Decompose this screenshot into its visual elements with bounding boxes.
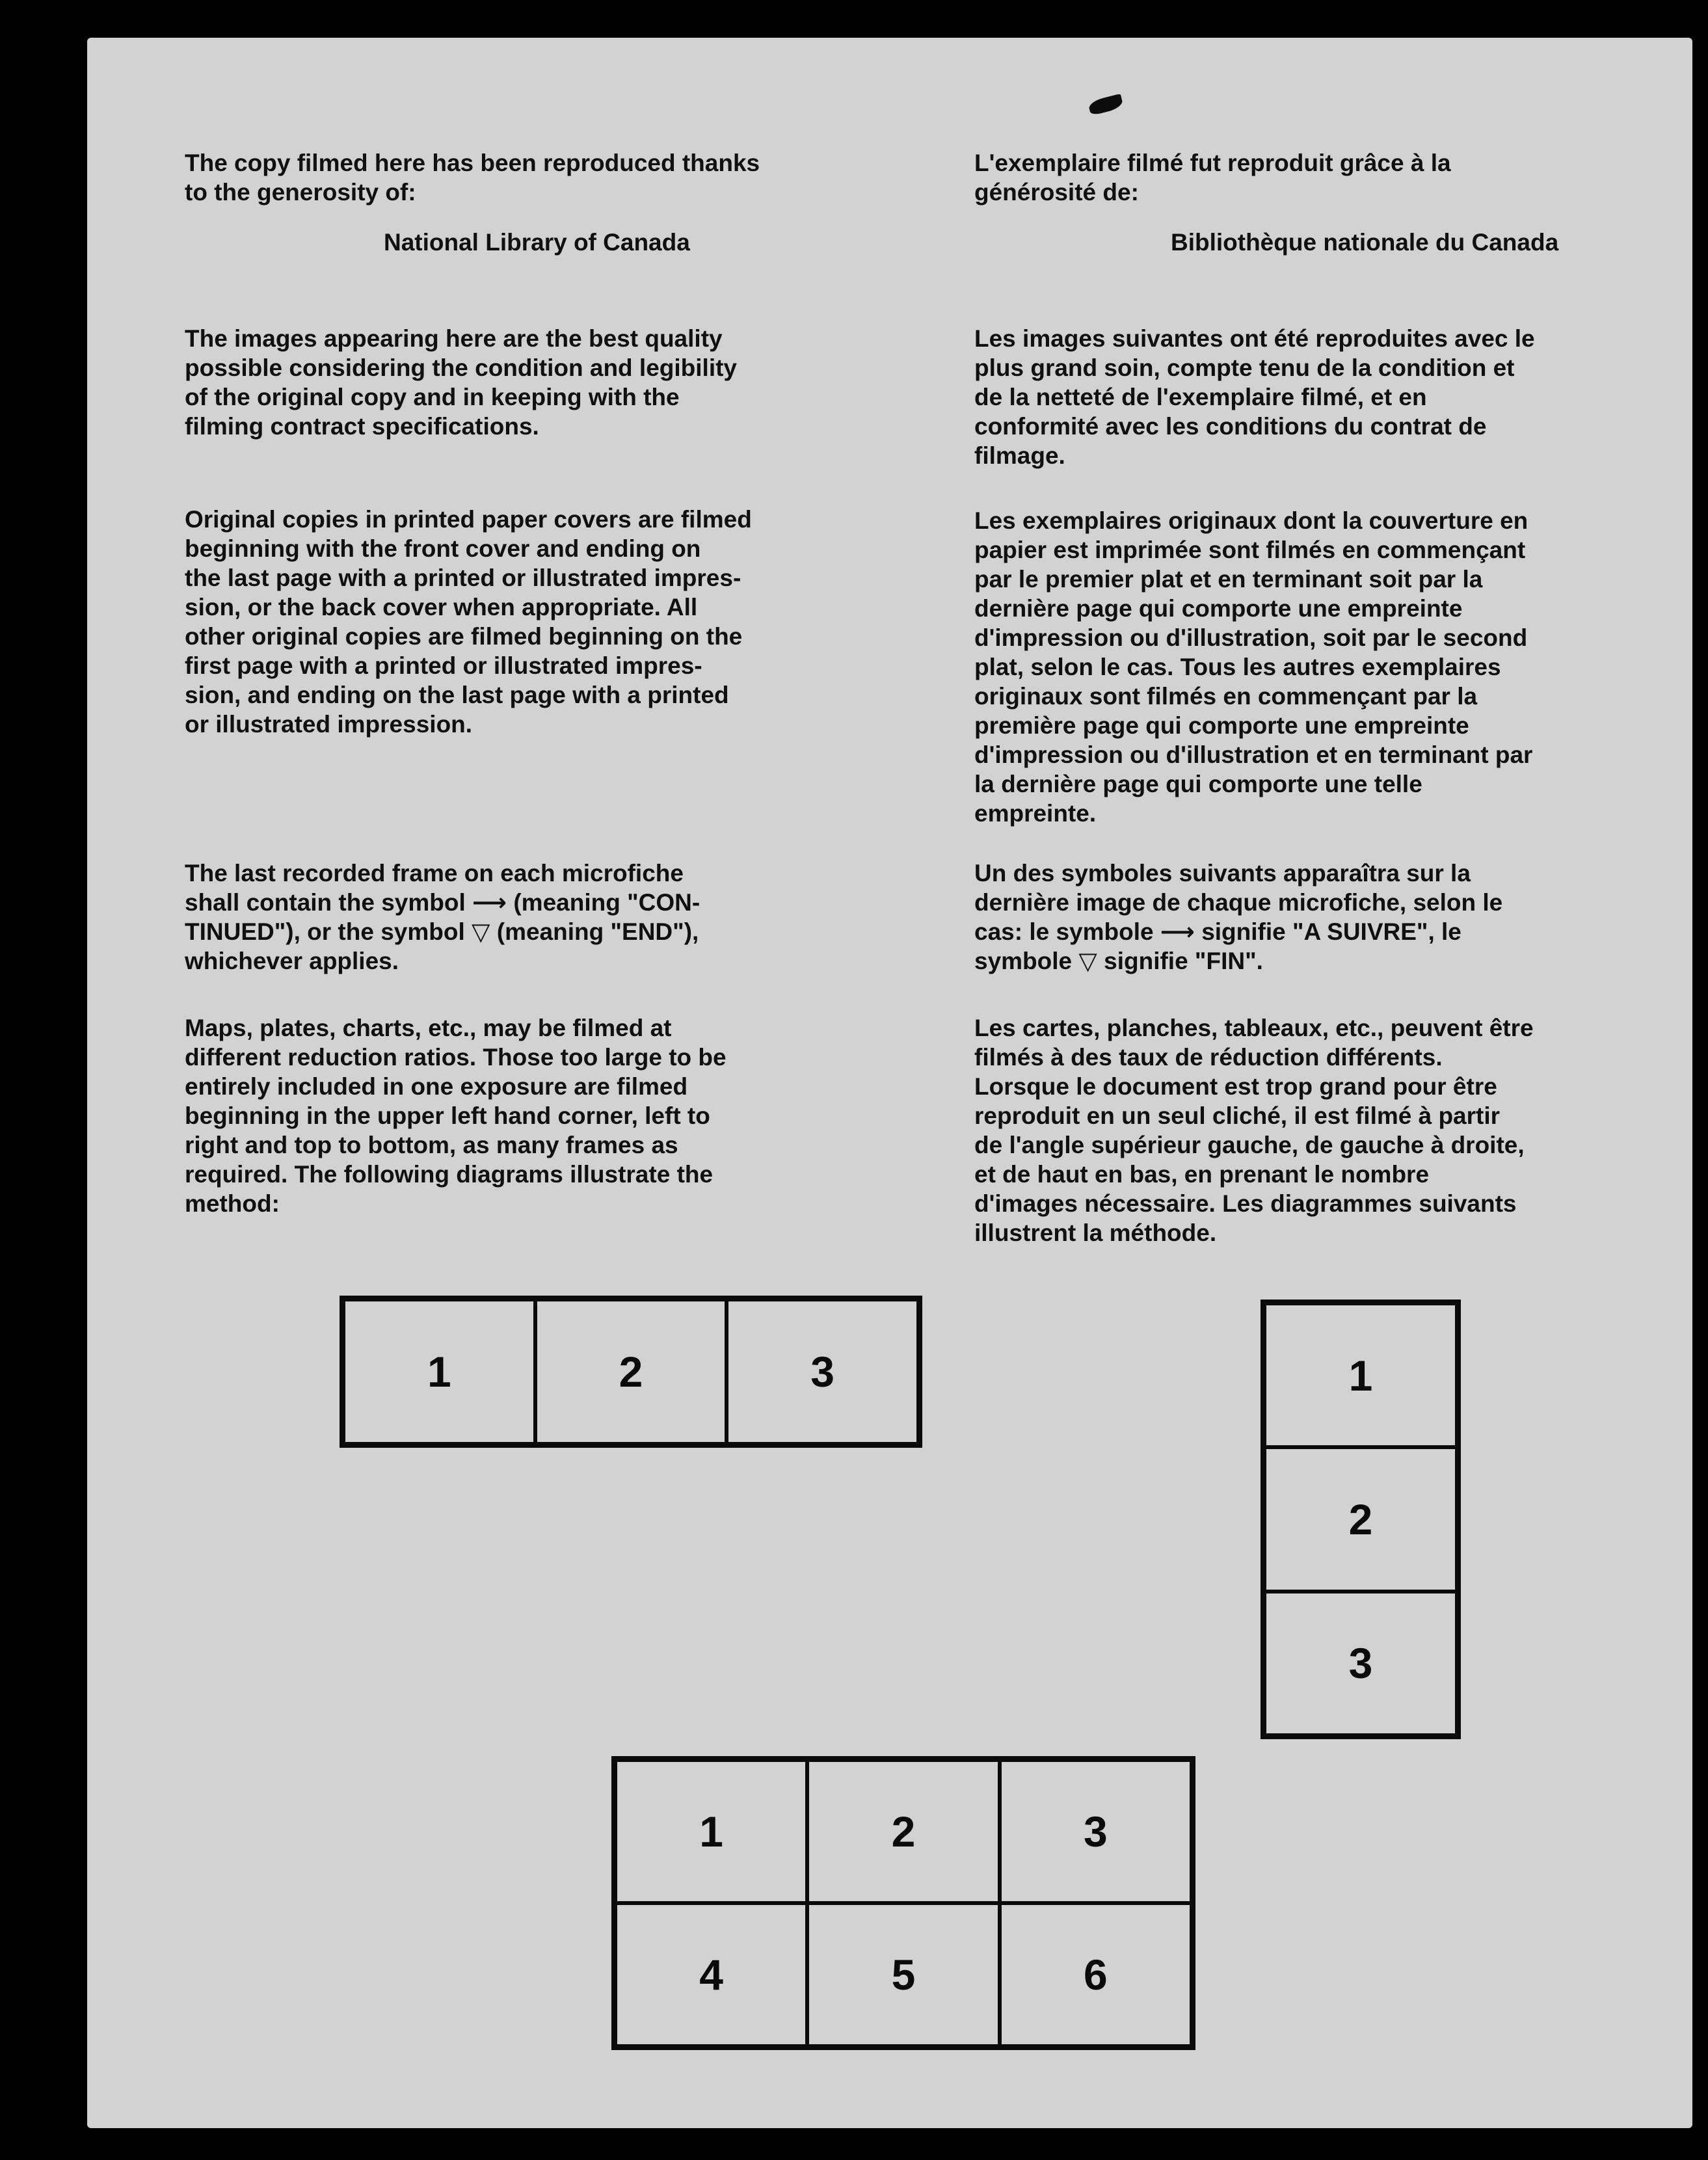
frame-cell: 2: [1264, 1447, 1457, 1591]
frame-cell: 3: [727, 1300, 918, 1444]
originals-text-fr: Les exemplaires originaux dont la couverture en papier est imprimée sont filmés en commençant par le premier plat et en terminant soit par la dernière page qui comporte une empreinte d'impression ou d'illustration, soit par le second plat, selon le cas. Tous les autres exemplaires originaux sont filmés en commençant par la première page qui comporte une empreinte d'impression ou d'illustration et en terminant par la dernière page qui comporte une telle empreinte.: [974, 507, 1533, 827]
symbols-paragraph-fr: [974, 859, 1612, 976]
quality-text-fr: Les images suivantes ont été reproduites avec le plus grand soin, compte tenu de la condition et de la netteté de l'exemplaire filmé, et en conformité avec les conditions du contrat de filmage.: [974, 325, 1535, 469]
frame-cell: 4: [615, 1903, 807, 2046]
quality-paragraph-en: [185, 324, 835, 441]
film-speck-mark: [1088, 94, 1124, 116]
frame-cell: 3: [1264, 1592, 1457, 1735]
diagram-horizontal-frames: [340, 1296, 922, 1448]
quality-text-en: The images appearing here are the best quality possible considering the condition and legibility of the original copy and in keeping with the filming contract specifications.: [185, 325, 738, 440]
originals-text-en: Original copies in printed paper covers are filmed beginning with the front cover and ending on the last page with a printed or illustrated impres- sion, or the back cover when appropriate. All other original copies are filmed beginning on the first page with a printed or illustrated impres- sion, and ending on the last page with a printed or illustrated impression.: [185, 506, 752, 738]
frame-cell: 1: [1264, 1303, 1457, 1447]
credit-intro-en-text: The copy filmed here has been reproduced thanks to the generosity of:: [185, 150, 760, 206]
frame-cell: 3: [1000, 1760, 1192, 1903]
diagram-vertical-frames: [1261, 1300, 1461, 1739]
originals-paragraph-fr: [974, 506, 1612, 828]
maps-paragraph-en: [185, 1013, 835, 1218]
credit-name-fr-text: Bibliothèque nationale du Canada: [1171, 229, 1559, 256]
quality-paragraph-fr: [974, 324, 1612, 470]
credit-intro-fr-text: L'exemplaire filmé fut reproduit grâce à la générosité de:: [974, 150, 1451, 206]
frame-cell: 2: [535, 1300, 727, 1444]
originals-paragraph-en: [185, 505, 835, 739]
credit-name-fr: [1171, 228, 1558, 257]
frame-cell: 5: [807, 1903, 999, 2046]
maps-paragraph-fr: [974, 1013, 1612, 1247]
credit-intro-fr: [974, 148, 1612, 207]
maps-text-fr: Les cartes, planches, tableaux, etc., peuvent être filmés à des taux de réduction différents. Lorsque le document est trop grand pour être reproduit en un seul cliché, il est filmé à partir de l'angle supérieur gauche, de gauche à droite, et de haut en bas, en prenant le nombre d'images nécessaire. Les diagrammes suivants illustrent la méthode.: [974, 1015, 1534, 1246]
credit-intro-en: [185, 148, 835, 207]
frame-cell: 1: [343, 1300, 535, 1444]
symbols-text-fr: Un des symboles suivants apparaîtra sur la dernière image de chaque microfiche, selon le cas: le symbole ⟶ signifie "A SUIVRE", le symbole ▽ signifie "FIN".: [974, 860, 1503, 974]
frame-cell: 6: [1000, 1903, 1192, 2046]
frame-cell: 1: [615, 1760, 807, 1903]
credit-name-en: [384, 228, 690, 257]
maps-text-en: Maps, plates, charts, etc., may be filmed at different reduction ratios. Those too large to be entirely included in one exposure are filmed beginning in the upper left hand corner, left to right and top to bottom, as many frames as required. The following diagrams illustrate the method:: [185, 1015, 727, 1217]
credit-name-en-text: National Library of Canada: [384, 229, 690, 256]
symbols-paragraph-en: [185, 859, 835, 976]
symbols-text-en: The last recorded frame on each microfiche shall contain the symbol ⟶ (meaning "CON- TINUED"), or the symbol ▽ (meaning "END"), whichever applies.: [185, 860, 701, 974]
diagram-grid-frames: [611, 1756, 1195, 2050]
frame-cell: 2: [807, 1760, 999, 1903]
